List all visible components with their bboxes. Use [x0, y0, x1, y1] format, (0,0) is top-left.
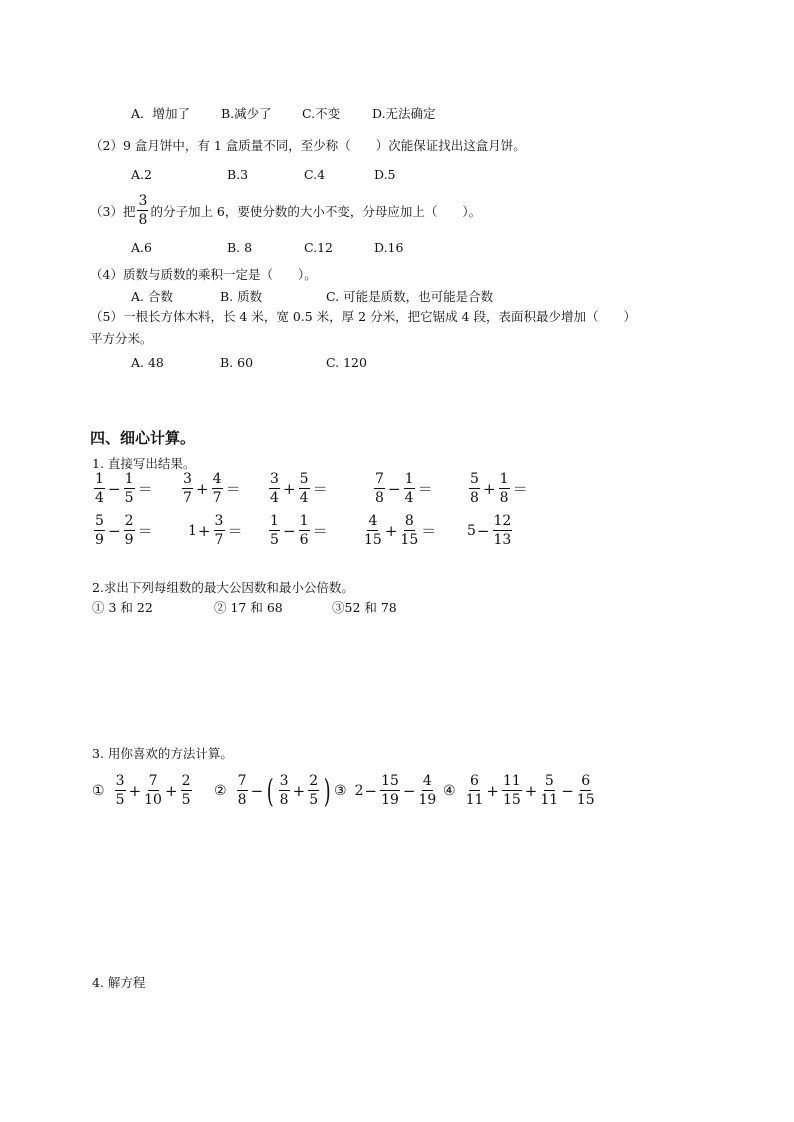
part-2-title: 2.求出下列每组数的最大公因数和最小公倍数。: [92, 580, 354, 595]
den: 8: [499, 490, 509, 506]
den: 15: [400, 532, 419, 548]
num: 11: [502, 773, 521, 789]
den: 8: [279, 792, 289, 808]
question-2-text: （2）9 盒月饼中，有 1 盒质量不同，至少称（ ）次能保证找出这盒月饼。: [90, 138, 526, 153]
num: 6: [581, 773, 591, 789]
den: 15: [502, 792, 521, 808]
equals: ＝: [312, 522, 328, 540]
operator: +: [292, 781, 306, 800]
den: 7: [214, 532, 224, 548]
den: 10: [144, 792, 162, 808]
operator: −: [283, 521, 296, 540]
question-5-line1: （5）一根长方体木料，长 4 米，宽 0.5 米，厚 2 分米，把它锯成 4 段，表面积最少增加（ ）: [90, 309, 636, 324]
operator: −: [250, 781, 264, 800]
calc-r1-e5: [467, 472, 529, 505]
operator: −: [108, 479, 121, 498]
operator: +: [283, 479, 296, 498]
marker: ③: [334, 782, 347, 799]
whole-number: 1: [188, 522, 197, 539]
den: 4: [270, 490, 279, 506]
operator: +: [196, 479, 209, 498]
part-3-expr-1: [92, 774, 194, 807]
marker: ①: [92, 782, 105, 799]
calc-r2-e3: [267, 514, 329, 547]
num: 4: [212, 471, 222, 487]
q5-option-a: A. 48: [131, 355, 164, 370]
operator: −: [364, 781, 378, 800]
operator: +: [384, 521, 398, 540]
num: 3: [279, 773, 289, 789]
num: 6: [470, 773, 479, 789]
num: 2: [309, 773, 319, 789]
den: 5: [124, 490, 134, 506]
num: 3: [214, 513, 224, 529]
calc-r1-e3: [267, 472, 329, 505]
part-2-item-1: ① 3 和 22: [92, 600, 153, 615]
operator: −: [108, 521, 121, 540]
operator: +: [164, 781, 178, 800]
num: 2: [124, 513, 134, 529]
num: 4: [422, 773, 432, 789]
equals: ＝: [417, 480, 433, 498]
part-3-title: 3. 用你喜欢的方法计算。: [92, 746, 233, 761]
prev-option-d: D.无法确定: [372, 106, 436, 121]
den: 4: [404, 490, 414, 506]
q3-option-c: C.12: [304, 240, 333, 255]
equals: ＝: [312, 480, 328, 498]
q2-option-c: C.4: [304, 167, 326, 182]
part-3-expr-4: [443, 774, 597, 807]
prev-option-a: A．增加了: [131, 106, 191, 121]
operator: −: [561, 781, 574, 800]
num: 3: [183, 471, 192, 487]
operator: +: [128, 781, 142, 800]
equals: ＝: [227, 522, 243, 540]
prev-option-c: C.不变: [302, 106, 341, 121]
q3-frac-num: 3: [138, 193, 148, 209]
operator: +: [524, 781, 538, 800]
question-3: [90, 194, 481, 227]
operator: +: [483, 479, 496, 498]
num: 5: [470, 471, 479, 487]
den: 8: [470, 490, 479, 506]
num: 1: [95, 471, 104, 487]
q3-option-b: B. 8: [227, 240, 253, 255]
q3-option-d: D.16: [374, 240, 404, 255]
num: 15: [381, 773, 399, 789]
den: 4: [299, 490, 309, 506]
q5-option-c: C. 120: [326, 355, 367, 370]
q4-option-c: C. 可能是质数，也可能是合数: [326, 289, 494, 304]
num: 5: [544, 773, 554, 789]
question-4-text: （4）质数与质数的乘积一定是（ ）。: [90, 267, 317, 282]
q2-option-d: D.5: [374, 167, 396, 182]
den: 5: [115, 792, 125, 808]
q2-option-a: A.2: [131, 167, 152, 182]
right-paren: ): [324, 771, 331, 810]
calc-r1-e2: [180, 472, 242, 505]
operator: +: [197, 521, 211, 540]
q4-option-b: B. 质数: [220, 289, 263, 304]
equals: ＝: [137, 480, 153, 498]
den: 5: [270, 532, 279, 548]
num: 4: [368, 513, 378, 529]
num: 2: [181, 773, 191, 789]
num: 8: [404, 513, 414, 529]
num: 7: [148, 773, 158, 789]
den: 15: [576, 792, 595, 808]
den: 11: [540, 792, 559, 808]
num: 1: [270, 513, 279, 529]
left-paren: (: [266, 771, 274, 810]
num: 1: [299, 513, 309, 529]
num: 7: [375, 471, 384, 487]
part-3-expr-3: [334, 774, 438, 807]
calc-r1-e4: [372, 472, 434, 505]
calc-r2-e4: [362, 514, 437, 547]
part-2-item-2: ② 17 和 68: [214, 600, 283, 615]
calc-r2-e5: [467, 514, 514, 547]
q5-option-b: B. 60: [220, 355, 254, 370]
part-2-item-3: ③52 和 78: [332, 600, 397, 615]
operator: −: [402, 781, 416, 800]
whole-number: 5: [467, 522, 476, 539]
den: 19: [418, 792, 437, 808]
den: 5: [309, 792, 319, 808]
section-4-title: 四、细心计算。: [90, 429, 196, 447]
q3-frac-den: 8: [138, 212, 148, 228]
num: 3: [115, 773, 125, 789]
den: 13: [493, 532, 512, 548]
part-3-expr-2: [214, 771, 334, 810]
num: 5: [299, 471, 309, 487]
q3-suffix: 的分子加上 6，要使分数的大小不变，分母应加上（ ）。: [150, 203, 482, 219]
den: 19: [381, 792, 399, 808]
whole-number: 2: [354, 782, 364, 799]
den: 9: [124, 532, 134, 548]
num: 1: [499, 471, 509, 487]
calc-r2-e1: [92, 514, 154, 547]
marker: ②: [214, 782, 227, 799]
operator: −: [388, 479, 401, 498]
den: 6: [299, 532, 309, 548]
num: 1: [124, 471, 134, 487]
marker: ④: [443, 782, 456, 799]
den: 7: [212, 490, 222, 506]
den: 8: [237, 792, 247, 808]
equals: ＝: [512, 480, 528, 498]
equals: ＝: [137, 522, 153, 540]
num: 1: [404, 471, 414, 487]
den: 9: [95, 532, 104, 548]
num: 5: [95, 513, 104, 529]
den: 7: [183, 490, 192, 506]
calc-r1-e1: [92, 472, 154, 505]
operator: −: [476, 521, 490, 540]
prev-option-b: B.减少了: [221, 106, 272, 121]
num: 3: [270, 471, 279, 487]
equals: ＝: [225, 480, 241, 498]
question-5-line2: 平方分米。: [90, 331, 153, 346]
den: 5: [181, 792, 191, 808]
calc-r2-e2: [188, 514, 244, 547]
equals: ＝: [421, 522, 437, 540]
q2-option-b: B.3: [227, 167, 249, 182]
part-1-title: 1. 直接写出结果。: [92, 456, 196, 471]
num: 12: [493, 513, 512, 529]
part-4-title: 4. 解方程: [92, 975, 146, 990]
den: 15: [364, 532, 382, 548]
operator: +: [486, 781, 499, 800]
q4-option-a: A. 合数: [131, 289, 173, 304]
den: 8: [375, 490, 384, 506]
den: 11: [465, 792, 484, 808]
den: 4: [95, 490, 104, 506]
q3-fraction: [137, 194, 148, 227]
q3-option-a: A.6: [131, 240, 152, 255]
q3-prefix: （3）把: [90, 203, 136, 219]
num: 7: [237, 773, 247, 789]
